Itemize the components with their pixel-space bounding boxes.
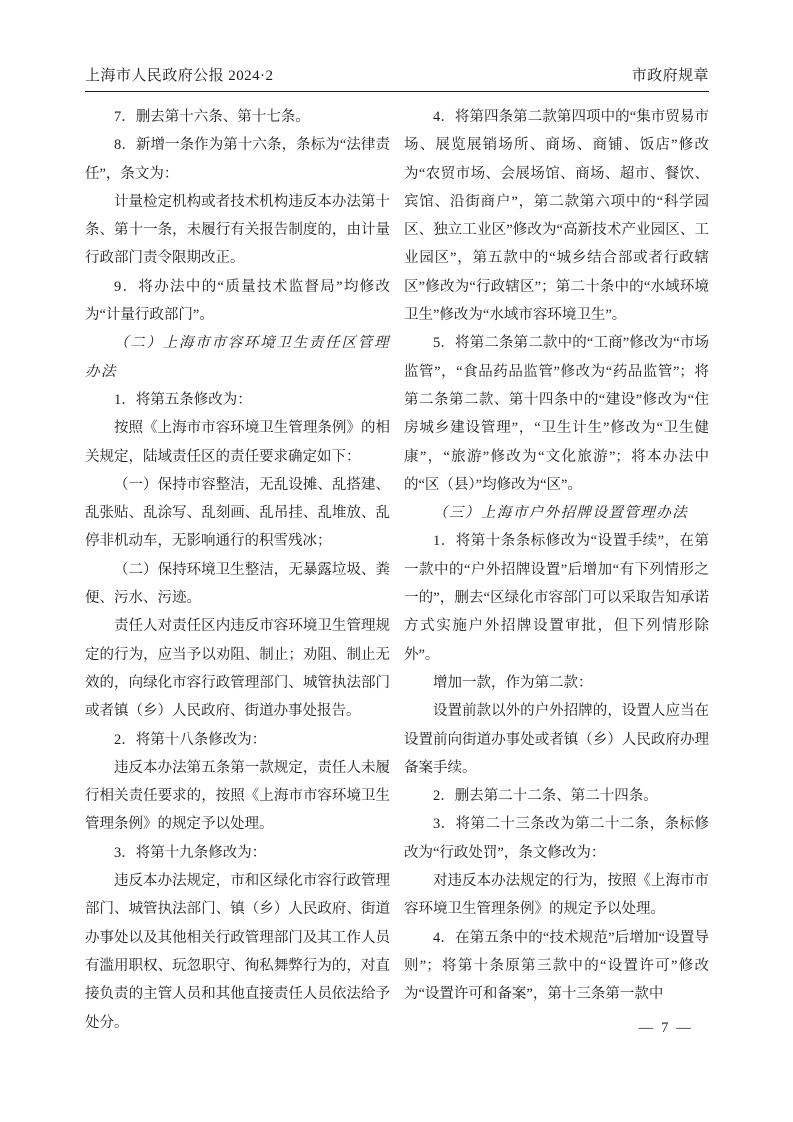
doc-paragraph: 9．将办法中的“质量技术监督局”均修改为“计量行政部门”。 xyxy=(85,278,390,324)
page-number: — 7 — xyxy=(638,1020,693,1036)
left-column xyxy=(85,103,390,1037)
doc-paragraph: 违反本办法规定，市和区绿化市容行政管理部门、城管执法部门、镇（乡）人民政府、街道办事处以及其他相关行政管理部门及其工作人员有滥用职权、玩忽职守、徇私舞弊行为的，对直接负责的主管人员和其他直接责任人员依法给予处分。 xyxy=(85,873,390,1031)
doc-paragraph: 按照《上海市市容环境卫生管理条例》的相关规定，陆域责任区的责任要求确定如下： xyxy=(85,420,390,465)
doc-paragraph: （一）保持市容整洁，无乱设摊、乱搭建、乱张贴、乱涂写、乱刻画、乱吊挂、乱堆放、乱停非机动车，无影响通行的积雪残冰； xyxy=(85,476,390,550)
doc-paragraph: 1．将第十条条标修改为“设置手续”，在第一款中的“户外招牌设置”后增加“有下列情形之一的”，删去“区绿化市容部门可以采取告知承诺方式实施户外招牌设置审批，但下列情形除外”。 xyxy=(404,533,709,663)
right-column xyxy=(404,103,709,1037)
doc-paragraph: 计量检定机构或者技术机构违反本办法第十条、第十一条，未履行有关报告制度的，由计量行政部门责令限期改正。 xyxy=(85,193,390,267)
page-header xyxy=(85,66,709,86)
header-publication-title: 上海市人民政府公报 2024·2 xyxy=(85,68,274,84)
doc-paragraph: （二）保持环境卫生整洁，无暴露垃圾、粪便、污水、污迹。 xyxy=(85,561,390,607)
doc-paragraph: 1．将第五条修改为： xyxy=(114,391,252,408)
doc-paragraph: 责任人对责任区内违反市容环境卫生管理规定的行为，应当予以劝阻、制止；劝阻、制止无效的，向绿化市容行政管理部门、城管执法部门或者镇（乡）人民政府、街道办事处报告。 xyxy=(85,618,390,720)
doc-paragraph: 7．删去第十六条、第十七条。 xyxy=(114,109,310,125)
section-title: （三）上海市户外招牌设置管理办法 xyxy=(433,505,689,522)
doc-paragraph: 设置前款以外的户外招牌的，设置人应当在设置前向街道办事处或者镇（乡）人民政府办理备案手续。 xyxy=(404,703,709,776)
header-rule xyxy=(85,91,709,92)
doc-paragraph: 违反本办法第五条第一款规定，责任人未履行相关责任要求的，按照《上海市市容环境卫生管理条例》的规定予以处理。 xyxy=(85,759,390,833)
document-body xyxy=(85,103,709,1037)
doc-paragraph: 2．将第十八条修改为： xyxy=(114,731,267,748)
doc-paragraph: 4．在第五条中的“技术规范”后增加“设置导则”；将第十条原第三款中的“设置许可”修改为“设置许可和备案”，第十三条第一款中 xyxy=(404,929,709,1003)
doc-paragraph: 8．新增一条作为第十六条，条标为“法律责任”，条文为： xyxy=(85,137,390,182)
header-section-label: 市政府规章 xyxy=(631,68,709,84)
doc-paragraph: 3．将第十九条修改为： xyxy=(114,844,267,861)
doc-paragraph: 增加一款，作为第二款： xyxy=(433,674,593,691)
doc-paragraph: 5．将第二条第二款中的“工商”修改为“市场监管”，“食品药品监管”修改为“药品监管”；将第二条第二款、第十四条中的“建设”修改为“住房城乡建设管理”，“卫生计生”修改为“卫生健康”，“旅游”修改为“文化旅游”；将本办法中的“区（县）”均修改为“区”。 xyxy=(404,335,709,493)
section-title: （二）上海市市容环境卫生责任区管理办法 xyxy=(85,335,390,380)
doc-paragraph: 4．将第四条第二款第四项中的“集市贸易市场、展览展销场所、商场、商铺、饭店”修改为“农贸市场、会展场馆、商场、超市、餐饮、宾馆、沿街商户”，第二款第六项中的“科学园区、独立工业区”修改为“高新技术产业园区、工业园区”，第五款中的“城乡结合部或者行政辖区”修改为“行政辖区”；第二十条中的“水域环境卫生”修改为“水域市容环境卫生”。 xyxy=(404,109,709,324)
doc-paragraph: 对违反本办法规定的行为，按照《上海市市容环境卫生管理条例》的规定予以处理。 xyxy=(404,873,709,918)
doc-paragraph: 2．删去第二十二条、第二十四条。 xyxy=(433,788,658,805)
doc-paragraph: 3．将第二十三条改为第二十二条，条标修改为“行政处罚”，条文修改为： xyxy=(404,816,709,861)
